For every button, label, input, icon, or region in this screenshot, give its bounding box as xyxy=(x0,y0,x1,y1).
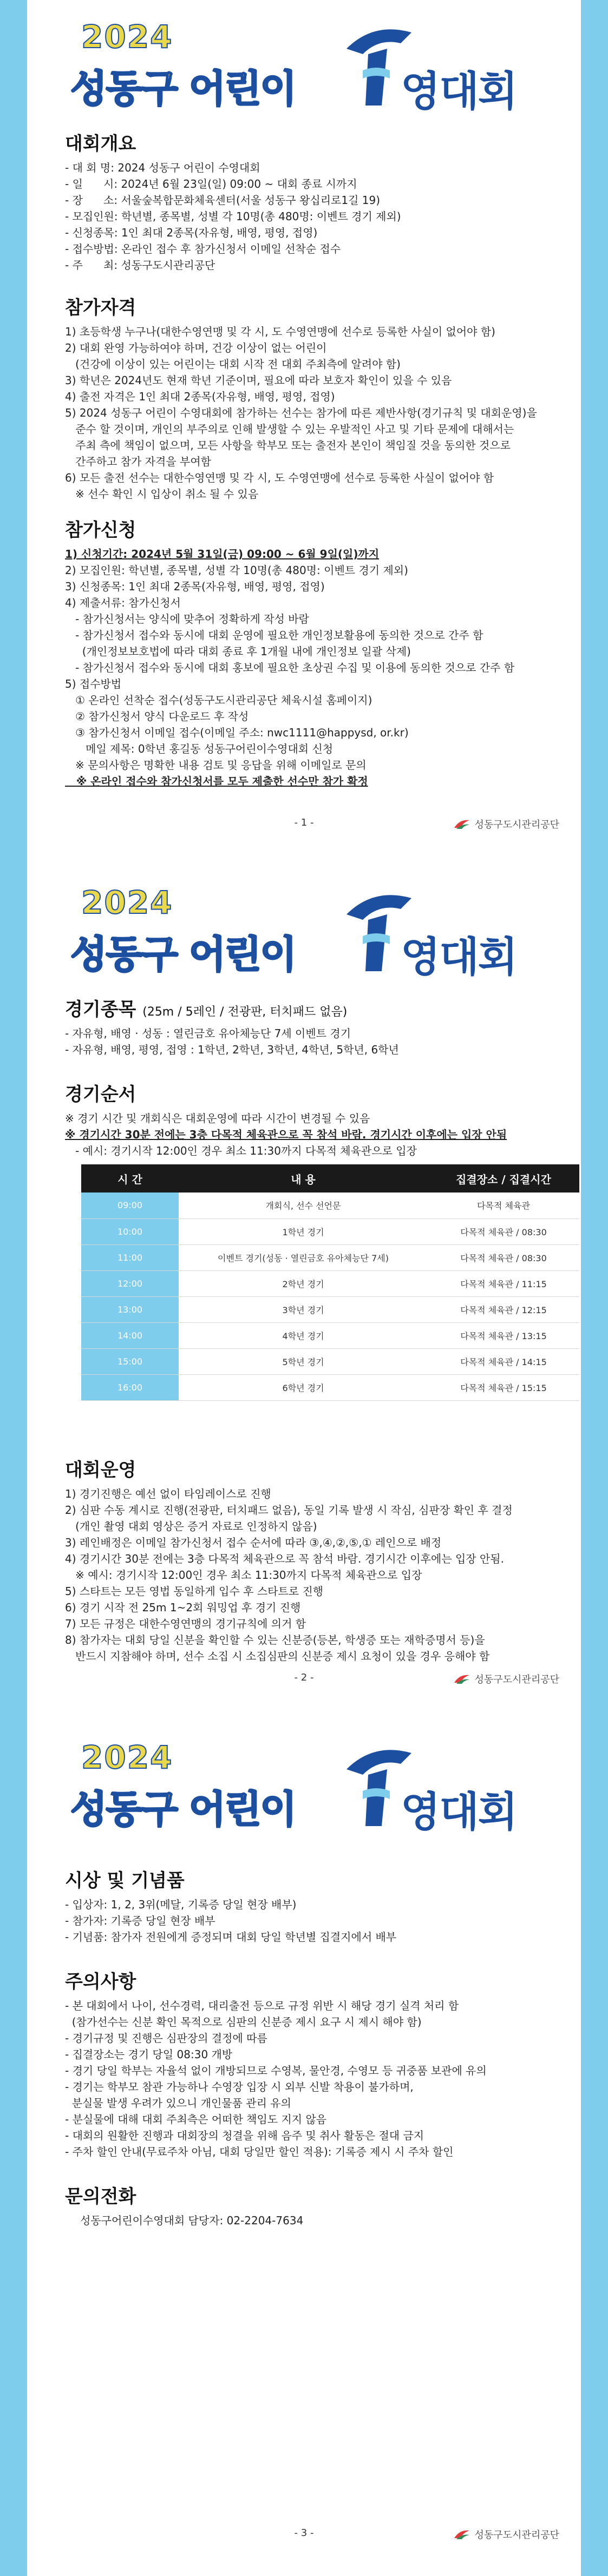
order-note-example: - 예시: 경기시작 12:00인 경우 최소 11:30까지 다목적 체육관으로 입장 xyxy=(65,1144,417,1157)
awards-line: - 참가자: 기록증 당일 현장 배부 xyxy=(65,1914,215,1927)
event-logo xyxy=(65,882,531,981)
schedule-event: 1학년 경기 xyxy=(179,1218,428,1244)
application-final-note: ※ 온라인 접수와 참가신청서를 모두 제출한 선수만 참가 확정 xyxy=(65,775,368,788)
schedule-event: 4학년 경기 xyxy=(179,1322,428,1348)
schedule-place: 다목적 체육관 xyxy=(428,1193,579,1218)
schedule-time: 09:00 xyxy=(81,1193,179,1218)
table-row xyxy=(81,1218,579,1244)
org-name: 성동구도시관리공단 xyxy=(474,819,559,831)
application-line: (개인정보보호법에 따라 대회 종료 후 1개월 내에 개인정보 일괄 삭제) xyxy=(65,645,411,658)
qualification-line: 주최 측에 책임이 없으며, 모든 사항을 학부모 또는 출전자 본인이 책임질 것을 동의한 것으로 xyxy=(65,439,511,452)
page-2-content xyxy=(27,994,581,1664)
org-name: 성동구도시관리공단 xyxy=(474,2529,559,2541)
schedule-event: 2학년 경기 xyxy=(179,1270,428,1296)
events-subtitle: (25m / 5레인 / 전광판, 터치패드 없음) xyxy=(142,1005,348,1019)
operation-line: ※ 예시: 경기시작 12:00인 경우 최소 11:30까지 다목적 체육관으로 입장 xyxy=(65,1568,422,1582)
application-line: 3) 신청종목: 1인 최대 2종목(자유형, 배영, 평영, 접영) xyxy=(65,580,325,593)
schedule-header-place: 집결장소 / 집결시간 xyxy=(428,1164,579,1193)
sheet-page-2 xyxy=(27,866,581,1721)
schedule-place: 다목적 체육관 / 14:15 xyxy=(428,1348,579,1374)
schedule-header-event: 내 용 xyxy=(179,1164,428,1193)
qualification-line: 4) 출전 자격은 1인 최대 2종목(자유형, 배영, 평영, 접영) xyxy=(65,390,335,403)
operation-title: 대회운영 xyxy=(65,1459,136,1481)
qualification-line: 2) 대회 완영 가능하여야 하며, 건강 이상이 없는 어린이 xyxy=(65,341,327,354)
event-banner xyxy=(27,866,581,985)
table-row xyxy=(81,1348,579,1374)
schedule-time: 15:00 xyxy=(81,1348,179,1374)
org-signature xyxy=(453,2527,560,2541)
schedule-event: 3학년 경기 xyxy=(179,1296,428,1322)
caution-line: - 분실물에 대해 대회 주최측은 어떠한 책임도 지지 않음 xyxy=(65,2113,327,2126)
operation-line: 7) 모든 규정은 대한수영연맹의 경기규칙에 의거 함 xyxy=(65,1617,306,1630)
order-note-important: ※ 경기시간 30분 전에는 3층 다목적 체육관으로 꼭 참석 바람. 경기시간 이후에는 입장 안됨 xyxy=(65,1128,507,1141)
overview-line: - 대 회 명: 2024 성동구 어린이 수영대회 xyxy=(65,161,260,174)
org-logo-icon xyxy=(453,818,470,830)
banner-title-left: 성동구 어린이 xyxy=(70,932,296,977)
caution-line: - 본 대회에서 나이, 선수경력, 대리출전 등으로 규정 위반 시 해당 경기 실격 처리 함 xyxy=(65,1999,459,2012)
events-line: - 자유형, 배영, 평영, 접영 : 1학년, 2학년, 3학년, 4학년, 5학년, 6학년 xyxy=(65,1043,399,1056)
qualification-line: 준수 할 것이며, 개인의 부주의로 인해 발생할 수 있는 우발적인 사고 및 기타 문제에 대해서는 xyxy=(65,423,514,436)
page-footer xyxy=(27,2522,581,2554)
schedule-event: 6학년 경기 xyxy=(179,1374,428,1400)
application-line: 4) 제출서류: 참가신청서 xyxy=(65,596,181,609)
org-signature xyxy=(453,817,560,831)
banner-year: 2024 xyxy=(81,884,173,921)
application-line: 메일 제목: 0학년 홍길동 성동구어린이수영대회 신청 xyxy=(65,742,334,755)
application-line: ③ 참가신청서 이메일 접수(이메일 주소: nwc1111@happysd, or.kr) xyxy=(65,726,409,739)
event-banner xyxy=(27,0,581,119)
banner-title-right: 영대회 xyxy=(401,67,517,115)
table-row xyxy=(81,1270,579,1296)
awards-line: - 기념품: 참가자 전원에게 증정되며 대회 당일 학년별 집결지에서 배부 xyxy=(65,1931,397,1943)
schedule-place: 다목적 체육관 / 08:30 xyxy=(428,1218,579,1244)
caution-line: 분실물 발생 우려가 있으니 개인물품 관리 유의 xyxy=(65,2097,291,2110)
events-title xyxy=(65,994,548,1021)
banner-year: 2024 xyxy=(81,1739,173,1776)
caution-line: - 경기규정 및 진행은 심판장의 결정에 따름 xyxy=(65,2032,267,2045)
schedule-place: 다목적 체육관 / 15:15 xyxy=(428,1374,579,1400)
application-line: - 참가신청서 접수와 동시에 대회 운영에 필요한 개인정보활용에 동의한 것으로 간주 함 xyxy=(65,629,483,642)
overview-title: 대회개요 xyxy=(65,133,136,155)
banner-title-right: 영대회 xyxy=(401,1788,517,1836)
operation-line: 3) 레인배정은 이메일 참가신청서 접수 순서에 따라 ③,④,②,⑤,① 레인으로 배정 xyxy=(65,1536,442,1549)
schedule-place: 다목적 체육관 / 13:15 xyxy=(428,1322,579,1348)
table-row xyxy=(81,1374,579,1400)
application-period: 1) 신청기간: 2024년 5월 31일(금) 09:00 ~ 6월 9일(일)까지 xyxy=(65,548,380,561)
page-number: - 2 - xyxy=(294,1672,314,1683)
schedule-time: 12:00 xyxy=(81,1270,179,1296)
qualification-line: 5) 2024 성동구 어린이 수영대회에 참가하는 선수는 참가에 따른 제반사항(경기규칙 및 대회운영)을 xyxy=(65,406,537,419)
qualification-list xyxy=(65,324,548,502)
application-title: 참가신청 xyxy=(65,519,136,541)
qualification-line: (건강에 이상이 있는 어린이는 대회 시작 전 대회 주최측에 알려야 함) xyxy=(65,358,401,371)
banner-title-left: 성동구 어린이 xyxy=(70,1787,296,1831)
overview-line: - 주 최: 성동구도시관리공단 xyxy=(65,259,215,272)
overview-line: - 접수방법: 온라인 접수 후 참가신청서 이메일 선착순 접수 xyxy=(65,242,341,255)
operation-line: 1) 경기진행은 예선 없이 타임레이스로 진행 xyxy=(65,1487,271,1500)
qualification-line: 3) 학년은 2024년도 현재 학년 기준이며, 필요에 따라 보호자 확인이 있을 수 있음 xyxy=(65,374,452,387)
table-row xyxy=(81,1193,579,1218)
application-line: ② 참가신청서 양식 다운로드 후 작성 xyxy=(65,710,249,723)
operation-line: 반드시 지참해야 하며, 선수 소집 시 소집심판의 신분증 제시 요청이 있을 경우 응해야 함 xyxy=(65,1649,490,1663)
operation-line: 6) 경기 시작 전 25m 1~2회 워밍업 후 경기 진행 xyxy=(65,1600,301,1614)
cautions-list xyxy=(65,1998,548,2160)
qualification-line: ※ 선수 확인 시 입상이 취소 될 수 있음 xyxy=(65,487,259,500)
schedule-header-row xyxy=(81,1164,579,1193)
schedule-time: 13:00 xyxy=(81,1296,179,1322)
cautions-title: 주의사항 xyxy=(65,1971,136,1993)
operation-line: 2) 심판 수동 계시로 진행(전광판, 터치패드 없음), 동일 기록 발생 시 작심, 심판장 확인 후 결정 xyxy=(65,1503,513,1517)
caution-line: - 경기 당일 학부는 자율석 없이 개방되므로 수영복, 물안경, 수영모 등 귀중품 보관에 유의 xyxy=(65,2064,487,2077)
operation-list xyxy=(65,1486,548,1664)
operation-line: 4) 경기시간 30분 전에는 3층 다목적 체육관으로 꼭 참석 바람. 경기시간 이후에는 입장 안됨. xyxy=(65,1552,504,1565)
banner-title-right: 영대회 xyxy=(401,933,517,981)
application-list xyxy=(65,546,548,789)
schedule-time: 14:00 xyxy=(81,1322,179,1348)
table-row xyxy=(81,1244,579,1270)
application-line: - 참가신청서는 양식에 맞추어 정확하게 작성 바람 xyxy=(65,612,309,625)
sheet-page-3 xyxy=(27,1721,581,2576)
page-1-content xyxy=(27,129,581,789)
overview-line: - 장 소: 서울숲복합문화체육센터(서울 성동구 왕십리로1길 19) xyxy=(65,194,381,207)
schedule-place: 다목적 체육관 / 12:15 xyxy=(428,1296,579,1322)
qualification-title: 참가자격 xyxy=(65,297,136,319)
overview-list xyxy=(65,160,548,273)
order-title: 경기순서 xyxy=(65,1084,136,1105)
schedule-event: 5학년 경기 xyxy=(179,1348,428,1374)
awards-title: 시상 및 기념품 xyxy=(65,1870,185,1892)
sheet-page-1 xyxy=(27,0,581,866)
page-number: - 1 - xyxy=(294,817,314,828)
schedule-event: 이벤트 경기(성동 · 열린금호 유아체능단 7세) xyxy=(179,1244,428,1270)
operation-line: 5) 스타트는 모든 영법 동일하게 입수 후 스타트로 진행 xyxy=(65,1584,324,1598)
event-banner xyxy=(27,1721,581,1840)
banner-title-left: 성동구 어린이 xyxy=(70,67,296,111)
event-logo xyxy=(65,16,531,115)
awards-line: - 입상자: 1, 2, 3위(메달, 기록증 당일 현장 배부) xyxy=(65,1898,297,1911)
caution-line: - 경기는 학부모 참관 가능하나 수영장 입장 시 외부 신발 착용이 불가하며, xyxy=(65,2080,414,2093)
table-row xyxy=(81,1322,579,1348)
schedule-place: 다목적 체육관 / 11:15 xyxy=(428,1270,579,1296)
operation-line: 8) 참가자는 대회 당일 신분을 확인할 수 있는 신분증(등본, 학생증 또는 재학증명서 등)을 xyxy=(65,1633,485,1646)
qualification-line: 6) 모든 출전 선수는 대한수영연맹 및 각 시, 도 수영연맹에 선수로 등록한 사실이 없어야 함 xyxy=(65,471,494,484)
schedule-event: 개회식, 선수 선언문 xyxy=(179,1193,428,1218)
application-line: 2) 모집인원: 학년별, 종목별, 성별 각 10명(총 480명: 이벤트 경기 제외) xyxy=(65,564,408,577)
events-title-text: 경기종목 xyxy=(65,999,136,1020)
caution-line: - 집결장소는 경기 당일 08:30 개방 xyxy=(65,2048,233,2061)
application-line: ※ 문의사항은 명확한 내용 검토 및 응답을 위해 이메일로 문의 xyxy=(65,759,367,772)
page-3-content xyxy=(27,1840,581,2229)
overview-line: - 모집인원: 학년별, 종목별, 성별 각 10명(총 480명: 이벤트 경기 제외) xyxy=(65,210,401,223)
schedule-time: 16:00 xyxy=(81,1374,179,1400)
caution-line: - 주차 할인 안내(무료주차 아님, 대회 당일만 할인 적용): 기록증 제시 시 주차 할인 xyxy=(65,2145,454,2158)
org-signature xyxy=(453,1672,560,1686)
page-number: - 3 - xyxy=(294,2527,314,2539)
overview-line: - 신청종목: 1인 최대 2종목(자유형, 배영, 평영, 접영) xyxy=(65,226,318,239)
schedule-time: 10:00 xyxy=(81,1218,179,1244)
application-line: 5) 접수방법 xyxy=(65,677,122,690)
qualification-line: 1) 초등학생 누구나(대한수영연맹 및 각 시, 도 수영연맹에 선수로 등록한 사실이 없어야 함) xyxy=(65,325,495,338)
org-logo-icon xyxy=(453,2528,470,2540)
page-footer xyxy=(27,812,581,844)
caution-line: - 대회의 원활한 진행과 대회장의 청결을 위해 음주 및 취사 활동은 절대 금지 xyxy=(65,2129,424,2142)
contact-line: 성동구어린이수영대회 담당자: 02-2204-7634 xyxy=(80,2214,304,2227)
caution-line: (참가선수는 신분 확인 목적으로 심판의 신분증 제시 요구 시 제시 해야 함) xyxy=(65,2015,422,2028)
qualification-line: 간주하고 참가 자격을 부여함 xyxy=(65,455,211,468)
overview-line: - 일 시: 2024년 6월 23일(일) 09:00 ~ 대회 종료 시까지 xyxy=(65,177,357,190)
schedule-time: 11:00 xyxy=(81,1244,179,1270)
contact-title: 문의전화 xyxy=(65,2186,136,2208)
events-line: - 자유형, 배영 · 성동 : 열린금호 유아체능단 7세 이벤트 경기 xyxy=(65,1027,351,1040)
event-logo xyxy=(65,1737,531,1836)
page-footer xyxy=(27,1666,581,1699)
schedule-header-time: 시 간 xyxy=(81,1164,179,1193)
schedule-place: 다목적 체육관 / 08:30 xyxy=(428,1244,579,1270)
org-logo-icon xyxy=(453,1673,470,1685)
table-row xyxy=(81,1296,579,1322)
schedule-table xyxy=(81,1164,579,1401)
banner-year: 2024 xyxy=(81,18,173,55)
application-line: - 참가신청서 접수와 동시에 대회 홍보에 필요한 초상권 수집 및 이용에 동의한 것으로 간주 함 xyxy=(65,661,515,674)
application-line: ① 온라인 선착순 접수(성동구도시관리공단 체육시설 홈페이지) xyxy=(65,694,372,707)
order-note: ※ 경기 시간 및 개회식은 대회운영에 따라 시간이 변경될 수 있음 xyxy=(65,1112,370,1125)
org-name: 성동구도시관리공단 xyxy=(474,1674,559,1685)
operation-line: (개인 촬영 대회 영상은 증거 자료로 인정하지 않음) xyxy=(65,1519,317,1533)
